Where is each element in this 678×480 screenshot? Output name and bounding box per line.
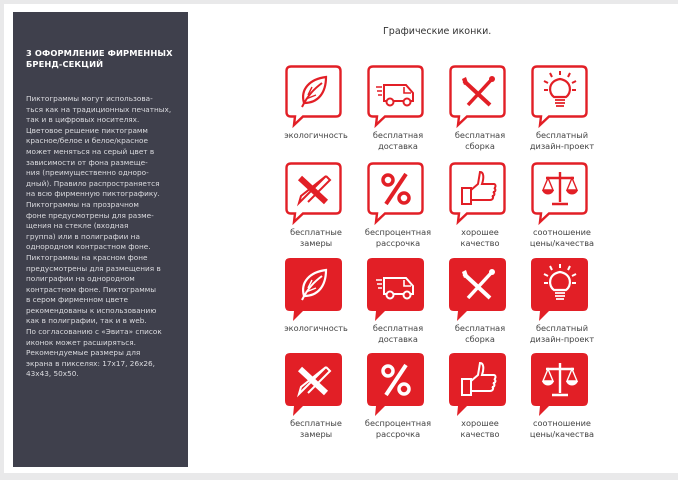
icon-tile-tools-outline [437,65,519,152]
icon-tile-truck-filled [355,258,437,345]
icon-tile-percent-filled [355,353,437,440]
icon-label: бесплатный дизайн-проект [529,130,595,151]
lightbulb-icon [531,258,589,322]
icon-tile-leaf-filled [273,258,355,334]
icon-tile-leaf-outline [273,65,355,141]
icon-label: бесплатная доставка [372,323,424,344]
icon-label: бесплатная сборка [454,323,506,344]
section-heading: 3 ОФОРМЛЕНИЕ ФИРМЕННЫХ БРЕНД-СЕКЦИЙ [26,48,173,69]
icon-tile-thumbs-up-outline [437,162,519,249]
truck-icon [367,65,425,129]
icon-label: беспроцентная рассрочка [364,227,432,248]
leaf-icon [285,258,343,322]
section-body: Пиктограммы могут использова- ться как на традиционных печатных, так и в цифровых носителях. Цветовое решение пиктограмм красное/белое и белое/красное может меняться на серый цвет в зависимости от фона размеще- ния (преимущественно одноро- дный). Правило распространяется на всю фирменную пиктографику. Пиктограммы на прозрачном фоне предусмотрены для разме- щения на стекле (входная группа) или в полиграфии на однородном контрастном фоне. Пиктограммы на красном фоне предусмотрены для размещения в полиграфии на однородном контрастном фоне. Пиктограммы в сером фирменном цвете рекомендованы к использованию как в полиграфии, так и в web. По согласованию с «Эвита» список иконок может расширяться. Рекомендуемые размеры для экрана в пикселях: 17x17, 26x26, 43x43, 50x50. [26,94,172,379]
percent-icon [367,353,425,417]
tools-icon [449,65,507,129]
icon-tile-tools-filled [437,258,519,345]
icon-tile-percent-outline [355,162,437,249]
leaf-icon [285,65,343,129]
icon-tile-lightbulb-outline [519,65,601,152]
icon-tile-scales-outline [519,162,601,249]
icon-label: беспроцентная рассрочка [364,418,432,439]
icon-tile-lightbulb-filled [519,258,601,345]
truck-icon [367,258,425,322]
scales-icon [531,353,589,417]
icon-label: хорошее качество [460,418,500,439]
ruler-pencil-icon [285,353,343,417]
ruler-pencil-icon [285,162,343,226]
icon-label: бесплатная доставка [372,130,424,151]
percent-icon [367,162,425,226]
page-title: Графические иконки. [383,26,492,37]
icon-tile-truck-outline [355,65,437,152]
sidebar [13,12,188,467]
icon-tile-thumbs-up-filled [437,353,519,440]
icon-label: хорошее качество [460,227,500,248]
icon-label: бесплатные замеры [290,418,342,439]
icon-label: экологичность [284,130,348,140]
icon-tile-ruler-pencil-filled [273,353,355,440]
icon-tile-ruler-pencil-outline [273,162,355,249]
thumbs-up-icon [449,162,507,226]
scales-icon [531,162,589,226]
thumbs-up-icon [449,353,507,417]
icon-tile-scales-filled [519,353,601,440]
icon-label: соотношение цены/качества [529,418,595,439]
icon-label: соотношение цены/качества [529,227,595,248]
icon-label: бесплатный дизайн-проект [529,323,595,344]
icon-label: бесплатная сборка [454,130,506,151]
lightbulb-icon [531,65,589,129]
icon-label: экологичность [284,323,348,333]
icon-label: бесплатные замеры [290,227,342,248]
tools-icon [449,258,507,322]
